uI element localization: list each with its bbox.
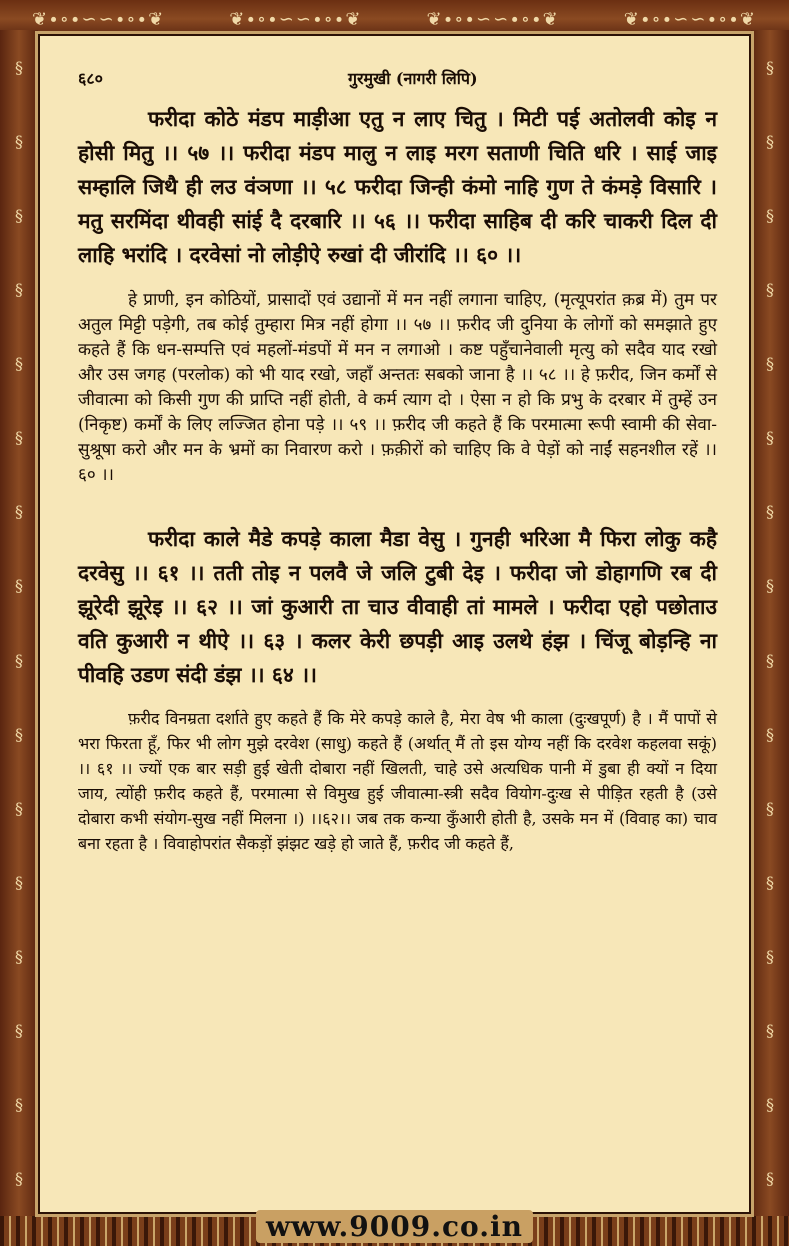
page-number: ६८०	[78, 69, 103, 88]
book-title: गुरमुखी (नागरी लिपि)	[348, 69, 478, 88]
top-border-ornament: ❦∙∘∙∽∽∙∘∙❦ ❦∙∘∙∽∽∙∘∙❦ ❦∙∘∙∽∽∙∘∙❦ ❦∙∘∙∽∽∙∘∙❦	[0, 0, 789, 38]
verse-block-1	[78, 102, 717, 272]
translation-block-2	[78, 706, 717, 856]
verse-block-2	[78, 522, 717, 692]
left-border-ornament: § § § § § § § § § § § § § § § §	[0, 30, 38, 1216]
translation-text: हे प्राणी, इन कोठियों, प्रासादों एवं उद्यानों में मन नहीं लगाना चाहिए, (मृत्यूपरांत क़ब्र में) तुम पर अतुल मिट्टी पड़ेगी, तब कोई तुम्हारा मित्र नहीं होगा ।। ५७ ।। फ़रीद जी दुनिया के लोगों को समझाते हुए कहते हैं कि धन-सम्पत्ति एवं महलों-मंडपों में मन न लगाओ । कष्ट पहुँचानेवाली मृत्यु को सदैव याद रखो और उस जगह (परलोक) को भी याद रखो, जहाँ अन्ततः सबको जाना है ।। ५८ ।। हे फ़रीद, जिन कर्मों से जीवात्मा को किसी गुण की प्राप्ति नहीं होती, वे कर्म त्याग दो । ऐसा न हो कि प्रभु के दरबार में तुम्हें उन (निकृष्ट) कर्मों के लिए लज्जित होना पड़े ।। ५९ ।। फ़रीद जी कहते हैं कि परमात्मा रूपी स्वामी की सेवा-सुश्रूषा करो और मन के भ्रमों का निवारण करो । फ़क़ीरों को चाहिए कि वे पेड़ों को नाईं सहनशील रहें ।। ६० ।।	[78, 290, 717, 485]
website-footer	[0, 1206, 789, 1246]
verse-text: फरीदा काले मैडे कपड़े काला मैडा वेसु । गुनही भरिआ मै फिरा लोकु कहै दरवेसु ।। ६१ ।। तती तोइ न पलवै जे जलि टुबी देइ । फरीदा जो डोहागणि रब दी झूरेदी झूरेइ ।। ६२ ।। जां कुआरी ता चाउ वीवाही तां मामले । फरीदा एहो पछोताउ वति कुआरी न थीऐ ।। ६३ । कलर केरी छपड़ी आइ उलथे हंझ । चिंजू बोड़न्हि ना पीवहि उडण संदी डंझ ।। ६४ ।।	[78, 526, 717, 687]
page-header	[78, 64, 717, 92]
translation-text: फ़रीद विनम्रता दर्शाते हुए कहते हैं कि मेरे कपड़े काले है, मेरा वेष भी काला (दुःखपूर्ण) है । मैं पापों से भरा फिरता हूँ, फिर भी लोग मुझे दरवेश (साधु) कहते हैं (अर्थात् मैं तो इस योग्य नहीं कि दरवेश कहलवा सकूं) ।। ६१ ।। ज्यों एक बार सड़ी हुई खेती दोबारा नहीं खिलती, चाहे उसे अत्यधिक पानी में डुबा ही क्यों न दिया जाय, त्योंही फ़रीद कहते हैं, परमात्मा से विमुख हुई जीवात्मा-स्त्री सदैव वियोग-दुःख से पीड़ित रहती है (उसे दोबारा कभी संयोग-सुख नहीं मिलना ।) ।।६२।। जब तक कन्या कुँआरी होती है, उसके मन में (विवाह का) चाव बना रहता है । विवाहोपरांत सैकड़ों झंझट खड़े हो जाते हैं, फ़रीद जी कहते हैं,	[78, 709, 717, 853]
website-url[interactable]: www.9009.co.in	[256, 1210, 533, 1243]
scripture-page	[38, 34, 751, 1214]
translation-block-1	[78, 288, 717, 488]
right-border-ornament: § § § § § § § § § § § § § § § §	[751, 30, 789, 1216]
verse-text: फरीदा कोठे मंडप माड़ीआ एतु न लाए चितु । मिटी पई अतोलवी कोइ न होसी मितु ।। ५७ ।। फरीदा मंडप मालु न लाइ मरग सताणी चिति धरि । साई जाइ सम्हालि जिथै ही लउ वंञणा ।। ५८ फरीदा जिन्ही कंमो नाहि गुण ते कंमड़े विसारि । मतु सरमिंदा थीवही सांई दै दरबारि ।। ५६ ।। फरीदा साहिब दी करि चाकरी दिल दी लाहि भरांदि । दरवेसां नो लोड़ीऐ रुखां दी जीरांदि ।। ६० ।।	[78, 106, 717, 267]
